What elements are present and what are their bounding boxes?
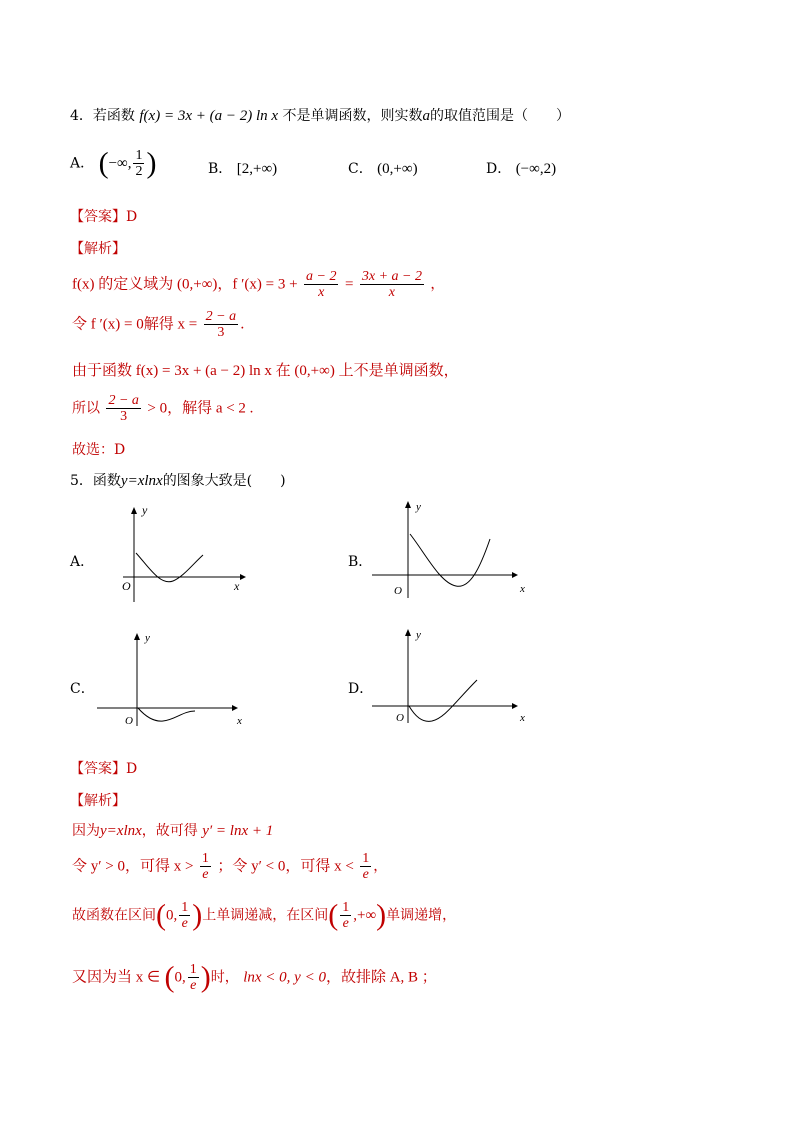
q4-number: 4． bbox=[70, 108, 93, 124]
y-label: y bbox=[145, 632, 150, 644]
q4-stem-prefix: 若函数 bbox=[92, 108, 135, 124]
option-a-text: −∞, bbox=[108, 155, 132, 172]
q5-number: 5． bbox=[70, 473, 93, 489]
frac-den: 2 bbox=[135, 164, 143, 179]
text: 又因为当 x ∈ bbox=[72, 969, 161, 986]
frac-den: x bbox=[318, 285, 325, 300]
frac-den: 3 bbox=[217, 325, 225, 340]
frac-num: 3x + a − 2 bbox=[361, 269, 422, 284]
frac-num: 1 bbox=[342, 900, 350, 915]
text: ，故可得 bbox=[141, 823, 198, 839]
q5-analysis-line1 bbox=[72, 822, 273, 840]
q4-function: f(x) = 3x + (a − 2) ln x bbox=[139, 108, 279, 124]
y-arrow-icon bbox=[405, 501, 411, 508]
frac-den: e bbox=[342, 916, 349, 931]
q4-option-c bbox=[348, 160, 418, 178]
option-label: D． bbox=[486, 161, 512, 177]
option-c-text: (0,+∞) bbox=[377, 161, 418, 177]
x-label: x bbox=[234, 579, 240, 593]
origin-label: O bbox=[396, 712, 404, 724]
text: 令 y′ > 0，可得 x > bbox=[72, 858, 194, 875]
q5-analysis-heading: 【解析】 bbox=[70, 793, 126, 809]
q5-stem bbox=[70, 472, 286, 490]
origin-label: O bbox=[122, 579, 131, 593]
option-label: A． bbox=[70, 155, 95, 172]
frac-den: 3 bbox=[120, 409, 128, 424]
frac-den: e bbox=[181, 916, 188, 931]
q4-analysis-line5: 故选：D bbox=[72, 442, 126, 458]
option-b-text: [2,+∞) bbox=[236, 161, 278, 177]
q4-analysis-line2 bbox=[72, 309, 245, 340]
option-label: C． bbox=[348, 161, 373, 177]
frac-num: a − 2 bbox=[306, 269, 337, 284]
left-paren-icon: ( bbox=[156, 898, 166, 932]
text: . bbox=[240, 316, 245, 333]
frac-num: 2 − a bbox=[108, 393, 139, 408]
graph-a-label: A． bbox=[70, 554, 95, 570]
y-label: y bbox=[416, 501, 421, 513]
option-d-text: (−∞,2) bbox=[515, 161, 557, 177]
text: 故函数在区间 bbox=[72, 907, 156, 924]
text: 单调递增， bbox=[386, 907, 457, 924]
q4-analysis-line4 bbox=[72, 393, 253, 424]
q5-analysis-line4 bbox=[72, 962, 437, 993]
text: 因为 bbox=[72, 823, 100, 839]
graph-b bbox=[370, 498, 530, 600]
q5-function: y=xlnx bbox=[120, 473, 163, 489]
text: 令 f ′(x) = 0解得 x = bbox=[72, 316, 198, 333]
text: 由于函数 f(x) = 3x + (a − 2) ln x 在 (0,+∞) 上不是单调函数， bbox=[72, 363, 459, 379]
left-paren-icon: ( bbox=[164, 960, 175, 994]
text: 0, bbox=[166, 907, 178, 924]
frac-num: 1 bbox=[362, 851, 370, 866]
left-paren-icon: ( bbox=[328, 898, 339, 932]
origin-label: O bbox=[394, 585, 402, 597]
y-label: y bbox=[142, 504, 148, 517]
graph-a bbox=[118, 504, 248, 604]
text: f(x) 的定义域为 (0,+∞)，f ′(x) = 3 + bbox=[72, 276, 298, 293]
text: 所以 bbox=[72, 400, 100, 417]
curve bbox=[410, 534, 490, 586]
text: 上单调递减，在区间 bbox=[202, 907, 329, 924]
graph-c-label: C． bbox=[70, 681, 95, 697]
q4-answer: 【答案】D bbox=[70, 209, 138, 225]
frac-num: 1 bbox=[181, 900, 189, 915]
q4-var-a: a bbox=[422, 108, 430, 124]
text: 0, bbox=[174, 969, 186, 986]
q4-analysis-heading: 【解析】 bbox=[70, 241, 126, 257]
x-arrow-icon bbox=[240, 574, 246, 580]
q5-analysis-line2 bbox=[72, 851, 387, 882]
q5-answer: 【答案】D bbox=[70, 761, 138, 777]
q4-option-d bbox=[486, 160, 556, 178]
frac-num: 1 bbox=[189, 962, 197, 977]
frac-den: e bbox=[190, 978, 197, 993]
function: y=xlnx bbox=[100, 823, 142, 839]
frac-num: 2 − a bbox=[205, 309, 237, 324]
right-paren-icon: ) bbox=[146, 146, 157, 180]
q4-option-a bbox=[70, 148, 156, 179]
text: ，故排除 A, B ； bbox=[325, 969, 437, 986]
equals: = bbox=[344, 276, 354, 293]
condition: lnx < 0, y < 0 bbox=[243, 969, 326, 986]
text: > 0，解得 a < 2 . bbox=[147, 400, 254, 417]
x-arrow-icon bbox=[232, 705, 238, 711]
origin-label: O bbox=[125, 715, 133, 727]
q4-stem bbox=[70, 107, 570, 125]
x-label: x bbox=[237, 715, 242, 727]
text: 时， bbox=[210, 969, 239, 986]
q4-stem-suffix: 的取值范围是（ ） bbox=[429, 108, 570, 124]
q4-option-b bbox=[208, 160, 277, 178]
q5-stem-suffix: 的图象大致是( ) bbox=[162, 473, 286, 489]
frac-num: 1 bbox=[135, 148, 143, 163]
frac-num: 1 bbox=[201, 851, 209, 866]
frac-den: e bbox=[362, 867, 369, 882]
graph-d bbox=[370, 624, 530, 724]
graph-c bbox=[95, 628, 255, 728]
curve bbox=[138, 708, 195, 721]
x-label: x bbox=[520, 583, 525, 595]
q5-stem-prefix: 函数 bbox=[92, 473, 121, 489]
left-paren-icon: ( bbox=[98, 146, 109, 180]
y-arrow-icon bbox=[131, 507, 137, 514]
x-arrow-icon bbox=[512, 572, 518, 578]
right-paren-icon: ) bbox=[192, 898, 203, 932]
x-arrow-icon bbox=[512, 703, 518, 709]
frac-den: e bbox=[202, 867, 209, 882]
y-arrow-icon bbox=[405, 629, 411, 636]
y-arrow-icon bbox=[134, 633, 140, 640]
q4-analysis-line1 bbox=[72, 269, 444, 300]
y-label: y bbox=[416, 629, 421, 641]
graph-b-label: B． bbox=[348, 554, 373, 570]
text: ；令 y′ < 0，可得 x < bbox=[217, 858, 354, 875]
text: ,+∞ bbox=[353, 907, 377, 924]
x-label: x bbox=[520, 712, 525, 724]
q4-analysis-line3 bbox=[72, 362, 459, 380]
right-paren-icon: ) bbox=[376, 898, 387, 932]
right-paren-icon: ) bbox=[200, 960, 211, 994]
text: ， bbox=[373, 858, 388, 875]
graph-d-label: D． bbox=[348, 681, 374, 697]
option-label: B． bbox=[208, 161, 233, 177]
derivative: y′ = lnx + 1 bbox=[202, 823, 274, 839]
text: ， bbox=[430, 276, 445, 293]
q5-analysis-line3 bbox=[72, 900, 456, 931]
curve bbox=[409, 680, 477, 721]
frac-den: x bbox=[388, 285, 396, 300]
q4-stem-mid: 不是单调函数，则实数 bbox=[282, 108, 423, 124]
